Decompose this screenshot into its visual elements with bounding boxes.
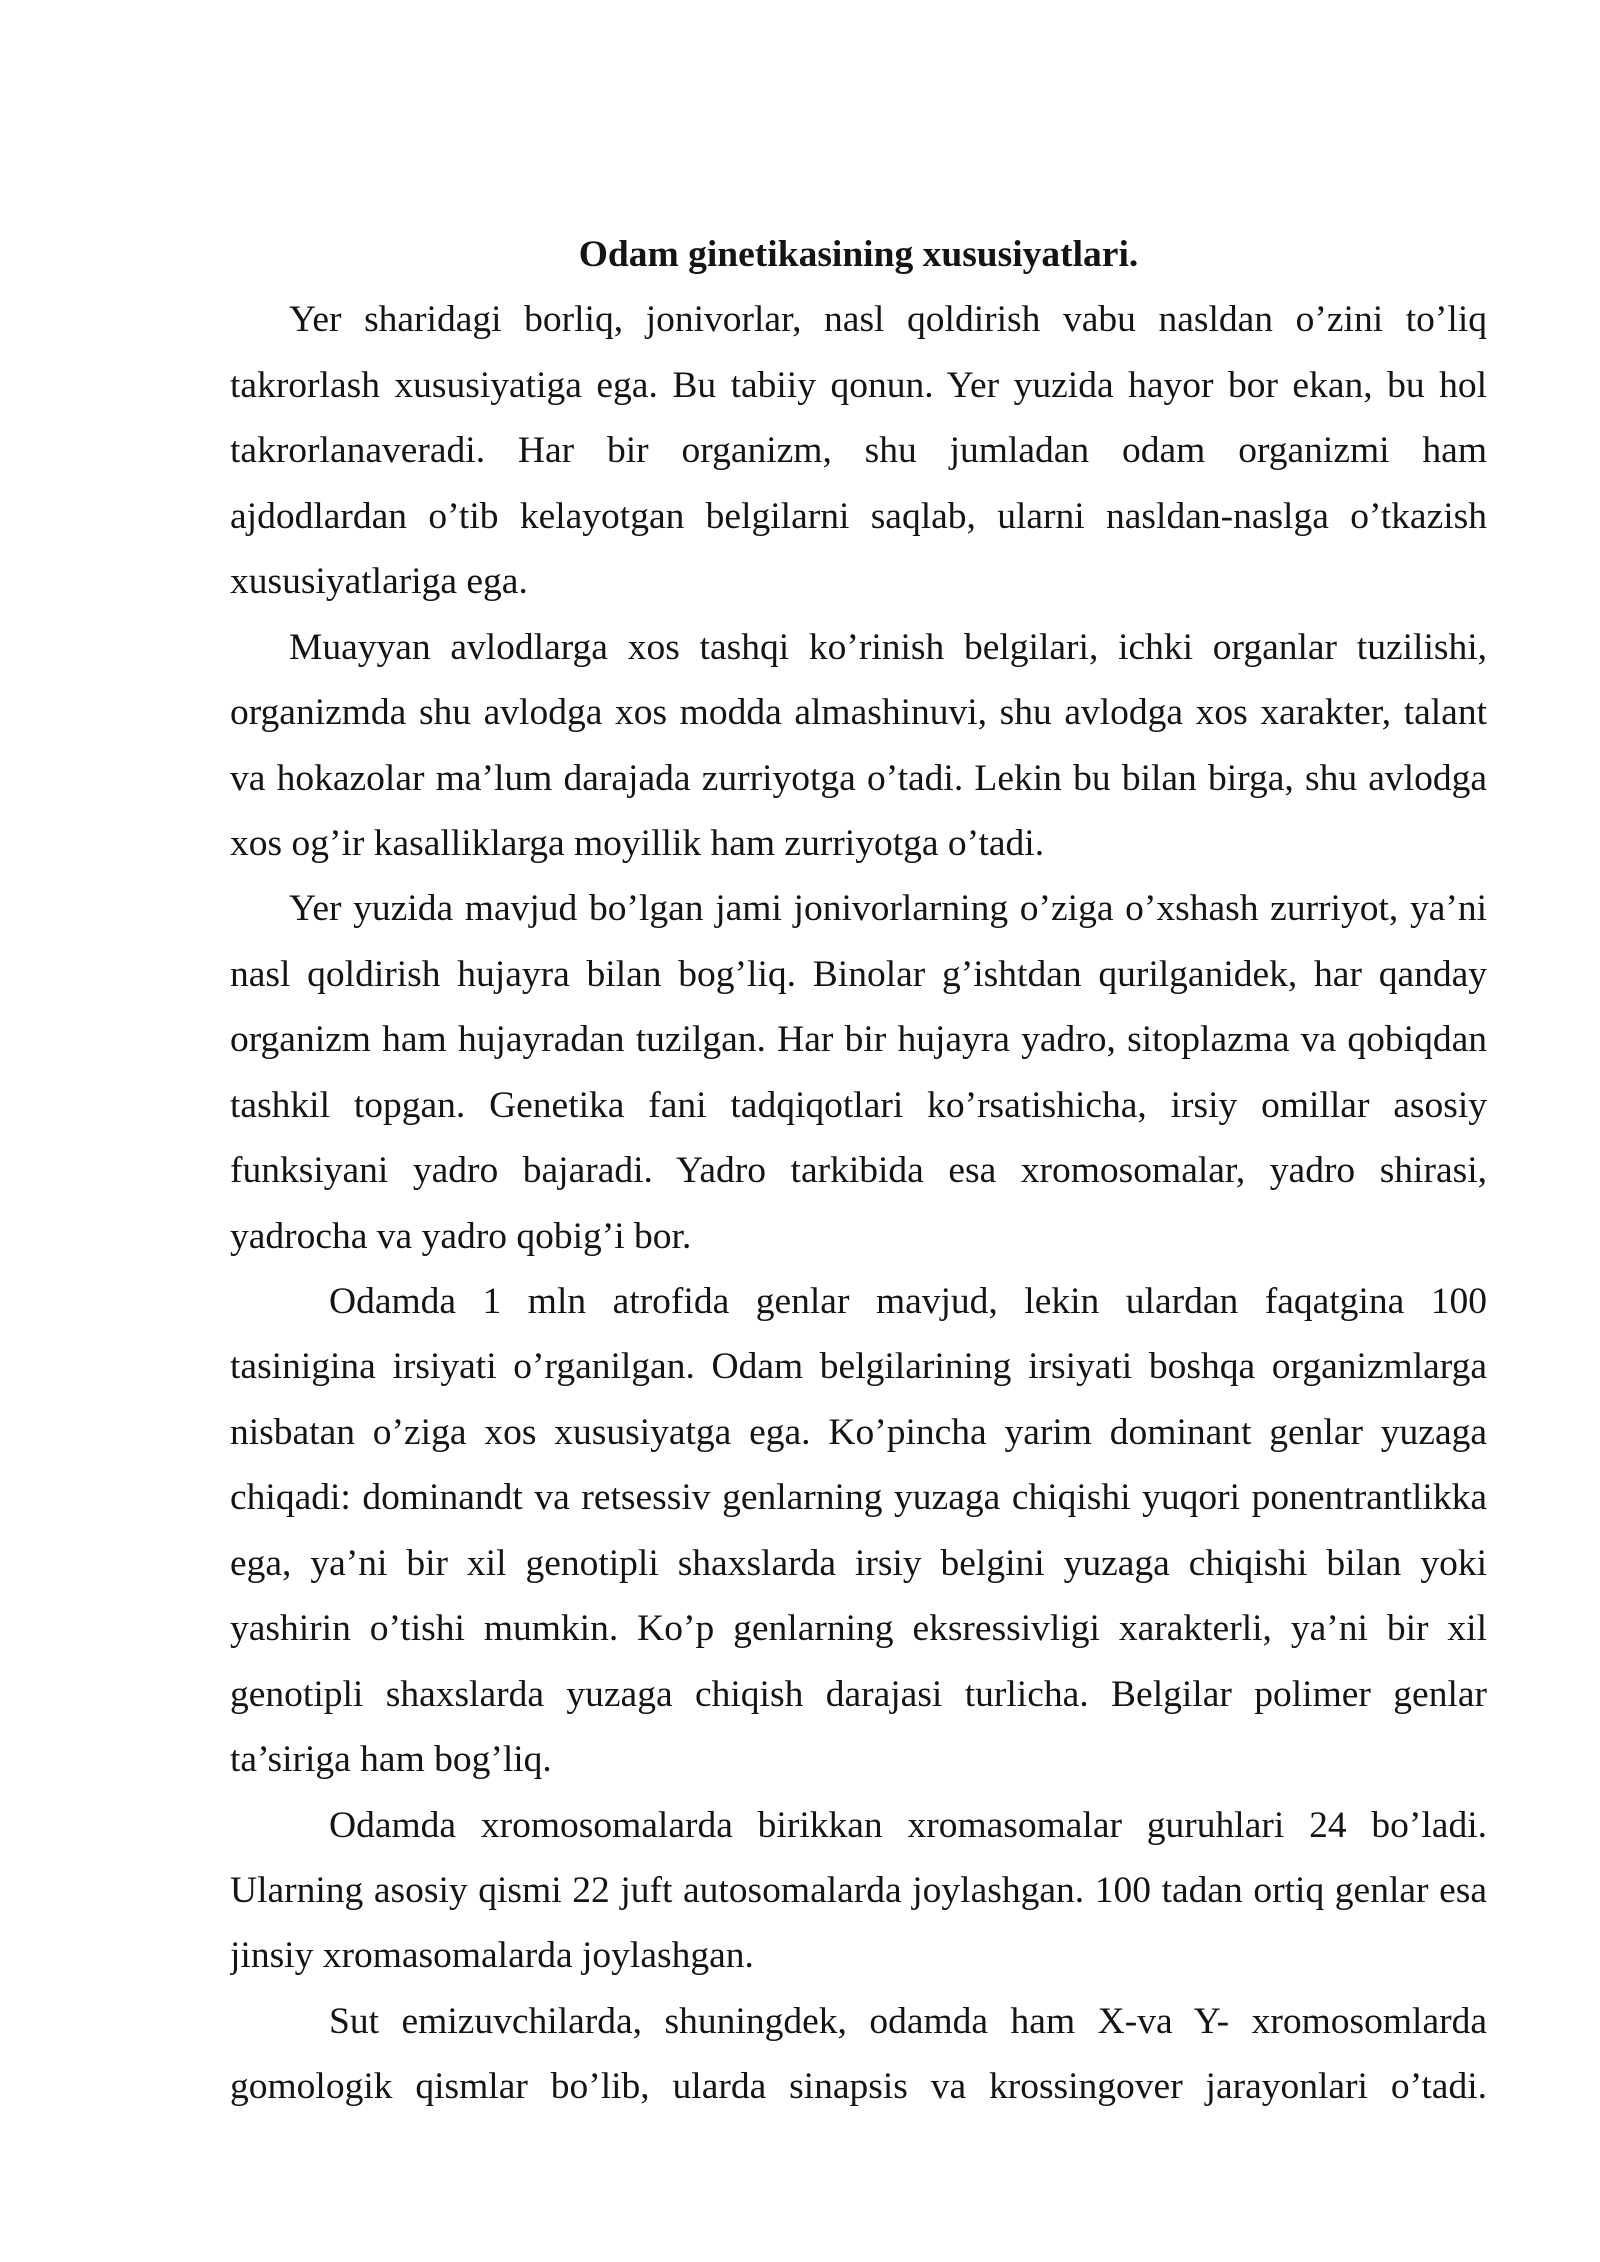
paragraph-line: xos og’ir kasalliklarga moyillik ham zurriyotga o’tadi.	[230, 822, 1045, 864]
paragraph-2	[230, 615, 1487, 877]
paragraph-line: ta’siriga ham bog’liq.	[230, 1739, 552, 1781]
paragraph-line: funksiyani yadro bajaradi. Yadro tarkibida esa xromosomalar, yadro shirasi,	[230, 1150, 1487, 1192]
paragraph-line: ajdodlardan o’tib kelayotgan belgilarni saqlab, ularni nasldan-naslga o’tkazish	[230, 495, 1487, 537]
paragraph-line: Ularning asosiy qismi 22 juft autosomalarda joylashgan. 100 tadan ortiq genlar esa	[230, 1869, 1487, 1911]
paragraph-6	[230, 1989, 1487, 2120]
paragraph-line: Odamda xromosomalarda birikkan xromasomalar guruhlari 24 bo’ladi.	[329, 1804, 1487, 1846]
paragraph-line: organizm ham hujayradan tuzilgan. Har bir hujayra yadro, sitoplazma va qobiqdan	[230, 1019, 1487, 1061]
paragraph-1	[230, 287, 1487, 614]
paragraph-line: genotipli shaxslarda yuzaga chiqish darajasi turlicha. Belgilar polimer genlar	[230, 1673, 1487, 1715]
paragraph-line: Muayyan avlodlarga xos tashqi ko’rinish belgilari, ichki organlar tuzilishi,	[289, 626, 1487, 668]
paragraph-line: chiqadi: dominandt va retsessiv genlarning yuzaga chiqishi yuqori ponentrantlikka	[230, 1477, 1487, 1519]
paragraph-5	[230, 1793, 1487, 1989]
paragraph-line: nasl qoldirish hujayra bilan bog’liq. Binolar g’ishtdan qurilganidek, har qanday	[230, 953, 1487, 995]
paragraph-line: yashirin o’tishi mumkin. Ko’p genlarning eksressivligi xarakterli, ya’ni bir xil	[230, 1608, 1487, 1650]
paragraph-line: gomologik qismlar bo’lib, ularda sinapsis va krossingover jarayonlari o’tadi.	[230, 2066, 1487, 2108]
paragraph-line: Yer yuzida mavjud bo’lgan jami jonivorlarning o’ziga o’xshash zurriyot, ya’ni	[289, 888, 1487, 930]
document-body	[230, 222, 1487, 2120]
paragraph-line: tasinigina irsiyati o’rganilgan. Odam belgilarining irsiyati boshqa organizmlarga	[230, 1346, 1487, 1388]
paragraph-line: organizmda shu avlodga xos modda almashinuvi, shu avlodga xos xarakter, talant	[230, 692, 1487, 734]
paragraph-line: xususiyatlariga ega.	[230, 561, 528, 603]
paragraph-line: Odamda 1 mln atrofida genlar mavjud, lekin ulardan faqatgina 100	[329, 1281, 1487, 1322]
paragraph-line: Yer sharidagi borliq, jonivorlar, nasl qoldirish vabu nasldan o’zini to’liq	[289, 299, 1487, 341]
paragraph-4	[230, 1269, 1487, 1793]
paragraph-line: jinsiy xromasomalarda joylashgan.	[230, 1935, 754, 1977]
paragraph-line: tashkil topgan. Genetika fani tadqiqotlari ko’rsatishicha, irsiy omillar asosiy	[230, 1084, 1487, 1126]
paragraph-line: nisbatan o’ziga xos xususiyatga ega. Ko’pincha yarim dominant genlar yuzaga	[230, 1411, 1487, 1453]
paragraph-line: Sut emizuvchilarda, shuningdek, odamda ham X-va Y- xromosomlarda	[329, 2000, 1487, 2042]
paragraph-line: ega, ya’ni bir xil genotipli shaxslarda irsiy belgini yuzaga chiqishi bilan yoki	[230, 1542, 1487, 1584]
paragraph-line: yadrocha va yadro qobig’i bor.	[230, 1215, 692, 1257]
paragraph-line: takrorlash xususiyatiga ega. Bu tabiiy qonun. Yer yuzida hayor bor ekan, bu hol	[230, 364, 1487, 406]
document-title: Odam ginetikasining xususiyatlari.	[578, 234, 1139, 275]
paragraph-3	[230, 876, 1487, 1269]
paragraph-line: takrorlanaveradi. Har bir organizm, shu jumladan odam organizmi ham	[230, 430, 1487, 472]
paragraph-line: va hokazolar ma’lum darajada zurriyotga o’tadi. Lekin bu bilan birga, shu avlodga	[230, 757, 1487, 799]
